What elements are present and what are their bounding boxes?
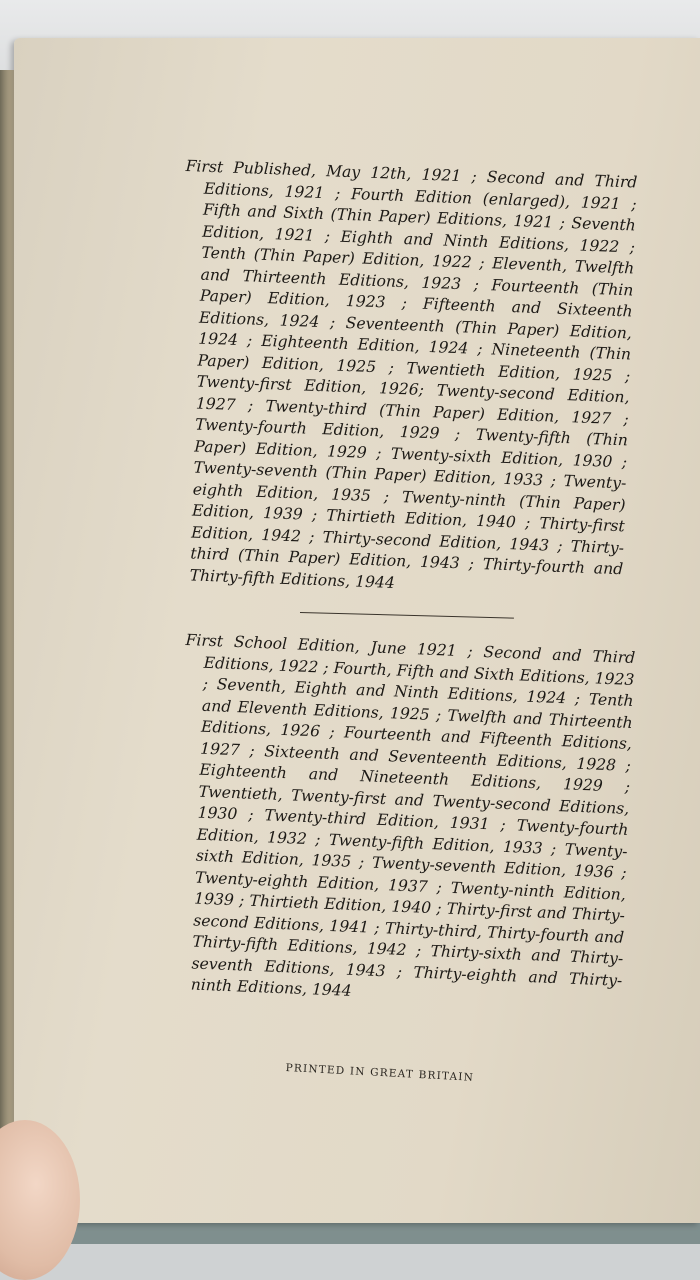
edition-history-text: First Published, May 12th, 1921 ; Second and Third Editions, 1921 ; Fourth Edition (enlarged), 1921 ; Fifth and Sixth (Thin Paper) Editions, 1921 ; Seventh Edition, 1921 ; Eighth and Ninth Editions, 1922 ; Tenth (Thin Paper) Edition, 1922 ; Eleventh, Twelfth and Thirteenth Editions, 1923 ; Fourteenth (Thin Paper) Edition, 1923 ; Fifteenth and Sixteenth Editions, 1924 ; Seventeenth (Thin Paper) Edition, 1924 ; Eighteenth Edition, 1924 ; Nineteenth (Thin Paper) Edition, 1925 ; Twentieth Edition, 1925 ; Twenty-first Edition, 1926; Twenty-second Edition, 1927 ; Twenty-third (Thin Paper) Edition, 1927 ; Twenty-fourth Edition, 1929 ; Twenty-fifth (Thin Paper) Edition, 1929 ; Twenty-sixth Edition, 1930 ; Twenty-seventh (Thin Paper) Edition, 1933 ; Twenty-eighth Edition, 1935 ; Twenty-ninth (Thin Paper) Edition, 1939 ; Thirtieth Edition, 1940 ; Thirty-first Edition, 1942 ; Thirty-second Edition, 1943 ; Thirty-third (Thin Paper) Edition, 1943 ; Thirty-fourth and Thirty-fifth Editions, 1944 bbox=[185, 156, 638, 592]
section-divider bbox=[300, 612, 514, 619]
school-edition-block bbox=[171, 630, 635, 1013]
edition-history-block bbox=[170, 156, 637, 602]
book-page bbox=[14, 38, 700, 1223]
printer-imprint: PRINTED IN GREAT BRITAIN bbox=[285, 1062, 475, 1084]
school-edition-history-text: First School Edition, June 1921 ; Second and Third Editions, 1922 ; Fourth, Fifth and Sixth Editions, 1923 ; Seventh, Eighth and Ninth Editions, 1924 ; Tenth and Eleventh Editions, 1925 ; Twelfth and Thirteenth Editions, 1926 ; Fourteenth and Fifteenth Editions, 1927 ; Sixteenth and Seventeenth Editions, 1928 ; Eighteenth and Nineteenth Editions, 1929 ; Twentieth, Twenty-first and Twenty-second Editions, 1930 ; Twenty-third Edition, 1931 ; Twenty-fourth Edition, 1932 ; Twenty-fifth Edition, 1933 ; Twenty-sixth Edition, 1935 ; Twenty-seventh Edition, 1936 ; Twenty-eighth Edition, 1937 ; Twenty-ninth Edition, 1939 ; Thirtieth Edition, 1940 ; Thirty-first and Thirty-second Editions, 1941 ; Thirty-third, Thirty-fourth and Thirty-fifth Editions, 1942 ; Thirty-sixth and Thirty-seventh Editions, 1943 ; Thirty-eighth and Thirty-ninth Editions, 1944 bbox=[185, 630, 636, 1000]
